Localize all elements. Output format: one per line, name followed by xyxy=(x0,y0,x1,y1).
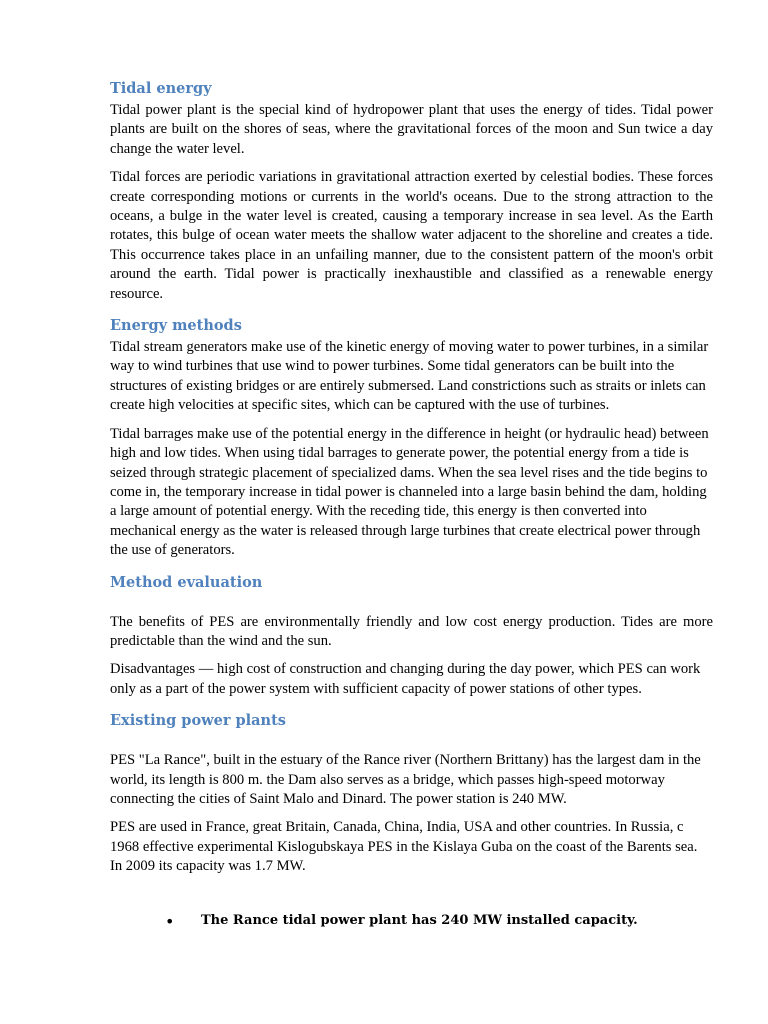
paragraph: Tidal barrages make use of the potential energy in the difference in height (or hydraulic head) between high and low tides. When using tidal barrages to generate power, the potential energy from a tide is seized through strategic placement of specialized dams. When the sea level rises and the tide begins to come in, the temporary increase in tidal power is channeled into a large basin behind the dam, holding a large amount of potential energy. With the receding tide, this energy is then converted into mechanical energy as the water is released through large turbines that create electrical power through the use of generators. xyxy=(110,425,709,559)
section-heading: Method evaluation xyxy=(110,573,263,591)
paragraph: Tidal power plant is the special kind of hydropower plant that uses the energy of tides. Tidal power plants are built on the shores of seas, where the gravitational forces of the moon and Sun twice a day change the water level. xyxy=(110,102,713,157)
paragraph: The benefits of PES are environmentally friendly and low cost energy production. Tides are more predictable than the wind and the sun. xyxy=(110,613,713,649)
bullet-icon: • xyxy=(165,912,175,931)
paragraph: Tidal forces are periodic variations in gravitational attraction exerted by celestial bodies. These forces create corresponding motions or currents in the world's oceans. Due to the strong attraction to the oceans, a bulge in the water level is created, causing a temporary increase in sea level. As the Earth rotates, this bulge of ocean water meets the shallow water adjacent to the shoreline and creates a tide. This occurrence takes place in an unfailing manner, due to the consistent pattern of the moon's orbit around the earth. Tidal power is practically inexhaustible and classified as a renewable energy resource. xyxy=(110,169,713,302)
bullet-item xyxy=(165,912,725,932)
section-method-evaluation xyxy=(110,573,713,700)
paragraph: PES are used in France, great Britain, Canada, China, India, USA and other countries. In Russia, c 1968 effective experimental Kislogubskaya PES in the Kislaya Guba on the coast of the Barents sea. In 2009 its capacity was 1.7 MW. xyxy=(110,819,698,875)
section-heading: Energy methods xyxy=(110,317,242,335)
section-existing-power-plants xyxy=(110,711,713,876)
paragraph: Disadvantages — high cost of construction and changing during the day power, which PES can work only as a part of the power system with sufficient capacity of power stations of other types. xyxy=(110,661,701,697)
section-heading: Tidal energy xyxy=(110,80,212,97)
document-page xyxy=(110,79,713,877)
paragraph: Tidal stream generators make use of the kinetic energy of moving water to power turbines, in a similar way to wind turbines that use wind to power turbines. Some tidal generators can be built into the structures of existing bridges or are entirely submersed. Land constrictions such as straits or inlets can create high velocities at specific sites, which can be captured with the use of turbines. xyxy=(110,339,709,414)
section-heading: Existing power plants xyxy=(110,712,286,730)
paragraph: PES "La Rance", built in the estuary of the Rance river (Northern Brittany) has the largest dam in the world, its length is 800 m. the Dam also serves as a bridge, which passes high-speed motorway connecting the cities of Saint Malo and Dinard. The power station is 240 MW. xyxy=(110,752,701,807)
section-energy-methods xyxy=(110,316,713,560)
bullet-text: The Rance tidal power plant has 240 MW installed capacity. xyxy=(201,913,638,928)
section-tidal-energy xyxy=(110,79,713,304)
